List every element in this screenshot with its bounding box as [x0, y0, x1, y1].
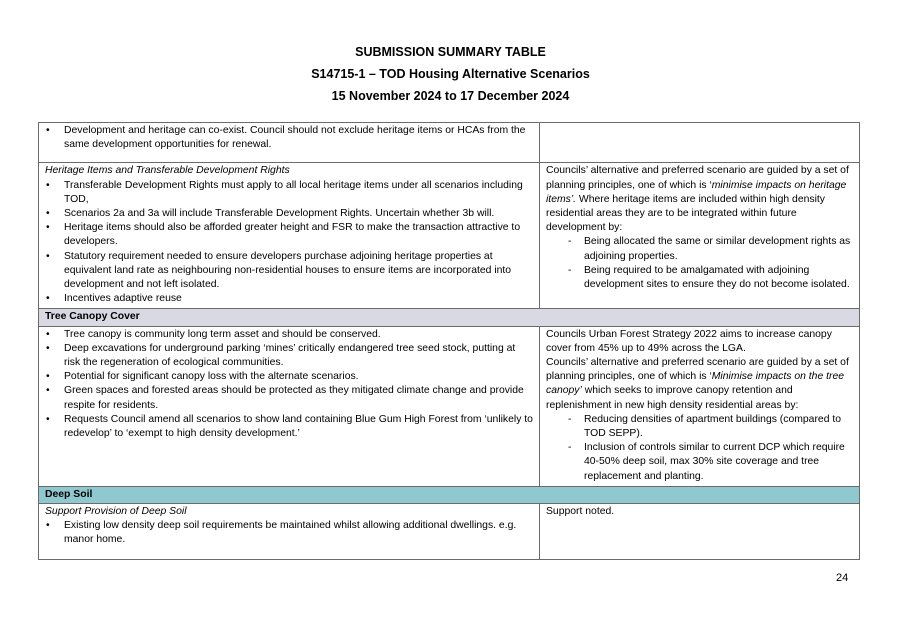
- submission-cell: [39, 326, 540, 486]
- list-item: • Potential for significant canopy loss with the alternate scenarios.: [45, 370, 533, 384]
- document-date-range: 15 November 2024 to 17 December 2024: [331, 89, 570, 103]
- document-title: SUBMISSION SUMMARY TABLE: [355, 45, 546, 59]
- submission-cell: [39, 123, 540, 163]
- list-item: - Reducing densities of apartment buildings (compared to TOD SEPP).: [546, 413, 853, 441]
- bullet-list: [45, 519, 533, 547]
- table-row: [39, 326, 860, 486]
- section-band-row: [39, 309, 860, 326]
- bullet-list: [45, 179, 533, 307]
- response-text: Councils Urban Forest Strategy 2022 aims to increase canopy cover from 45% up to 49% across the LGA.: [546, 328, 832, 354]
- dash-list: [546, 413, 853, 484]
- bullet-list: [45, 124, 533, 152]
- list-item: • Heritage items should also be afforded greater height and FSR to make the transaction attractive to developers.: [45, 221, 533, 249]
- bullet-list: [45, 328, 533, 442]
- table-row: [39, 123, 860, 163]
- list-item: • Scenarios 2a and 3a will include Transferable Development Rights. Uncertain whether 3b will.: [45, 207, 533, 221]
- section-band-row: [39, 486, 860, 503]
- document-subtitle: S14715-1 – TOD Housing Alternative Scenarios: [311, 67, 590, 81]
- response-text: Support noted.: [546, 506, 615, 518]
- list-item: - Being required to be amalgamated with adjoining development sites to ensure they do not become isolated.: [546, 264, 853, 292]
- response-cell: [540, 163, 860, 309]
- list-item: - Being allocated the same or similar development rights as adjoining properties.: [546, 235, 853, 263]
- response-text: Councils’ alternative and preferred scenario are guided by a set of planning principles, one of which is ‘Minimise impacts on the tree canopy’ which seeks to improve canopy retention and replenishment in new high density residential areas by:: [546, 357, 849, 411]
- list-item: • Deep excavations for underground parking ‘mines’ critically endangered tree seed stock, putting at risk the regeneration of ecological communities.: [45, 342, 533, 370]
- list-item: • Transferable Development Rights must apply to all local heritage items under all scenarios including TOD,: [45, 179, 533, 207]
- submission-summary-table: [38, 122, 860, 560]
- section-heading: Heritage Items and Transferable Development Rights: [45, 165, 290, 177]
- page-number: 24: [836, 572, 849, 584]
- section-band-deep-soil: Deep Soil: [39, 486, 860, 503]
- response-cell: [540, 504, 860, 560]
- list-item: • Existing low density deep soil requirements be maintained whilst allowing additional dwellings. e.g. manor home.: [45, 519, 533, 547]
- list-item: • Statutory requirement needed to ensure developers purchase adjoining heritage properties at equivalent land rate as neighbouring non-residential houses to ensure items are incorporated into development and not left isolated.: [45, 250, 533, 293]
- response-text: Councils’ alternative and preferred scenario are guided by a set of planning principles, one of which is ‘minimise impacts on heritage items’. Where heritage items are included within high density residential areas they are to be integrated within future development by:: [546, 165, 849, 234]
- submission-cell: [39, 504, 540, 560]
- table-row: [39, 504, 860, 560]
- section-heading: Support Provision of Deep Soil: [45, 506, 187, 518]
- list-item: • Requests Council amend all scenarios to show land containing Blue Gum High Forest from ‘unlikely to redevelop’ to ‘exempt to high density development.’: [45, 413, 533, 441]
- list-item: - Inclusion of controls similar to current DCP which require 40-50% deep soil, max 30% site coverage and tree replacement and planting.: [546, 441, 853, 484]
- response-cell: [540, 326, 860, 486]
- submission-cell: [39, 163, 540, 309]
- section-band-tree-canopy: Tree Canopy Cover: [39, 309, 860, 326]
- list-item: • Development and heritage can co-exist. Council should not exclude heritage items or HCAs from the same development opportunities for renewal.: [45, 124, 533, 152]
- dash-list: [546, 235, 853, 292]
- list-item: • Green spaces and forested areas should be protected as they mitigated climate change and provide respite for residents.: [45, 384, 533, 412]
- list-item: • Tree canopy is community long term asset and should be conserved.: [45, 328, 533, 342]
- response-cell: [540, 123, 860, 163]
- table-row: [39, 163, 860, 309]
- list-item: • Incentives adaptive reuse: [45, 292, 533, 306]
